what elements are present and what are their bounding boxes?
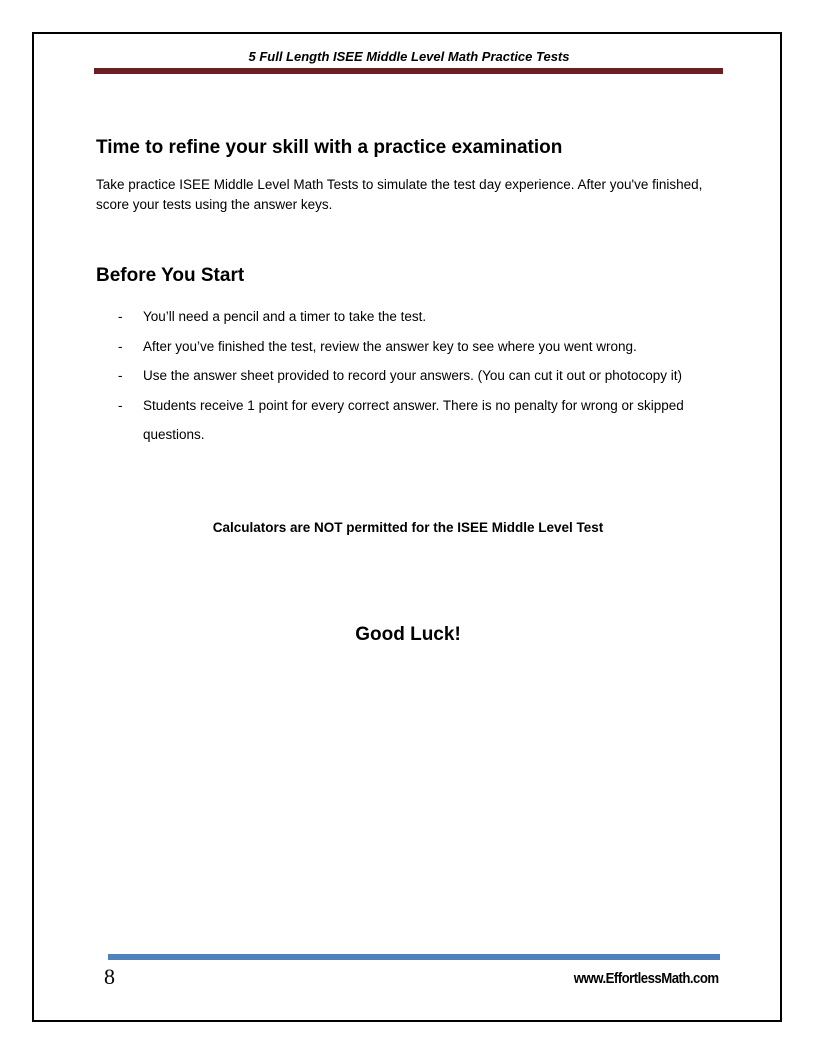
- list-item-text: Students receive 1 point for every correct answer. There is no penalty for wrong or skipped questions.: [143, 397, 684, 442]
- footer-rule: [108, 954, 720, 960]
- running-header-title: 5 Full Length ISEE Middle Level Math Practice Tests: [248, 49, 570, 64]
- website-url: www.EffortlessMath.com: [574, 970, 719, 987]
- bullet-dash: -: [118, 397, 123, 413]
- list-item: [96, 391, 726, 450]
- bullet-dash: -: [118, 338, 123, 354]
- list-item-text: Use the answer sheet provided to record your answers. (You can cut it out or photocopy it): [143, 368, 683, 383]
- list-item: [96, 332, 726, 362]
- list-item-text: You’ll need a pencil and a timer to take the test.: [143, 309, 427, 324]
- instructions-list: [96, 302, 726, 450]
- intro-heading: Time to refine your skill with a practice examination: [96, 137, 563, 158]
- intro-paragraph: Take practice ISEE Middle Level Math Tests to simulate the test day experience. After you've finished, score your tests using the answer keys.: [96, 177, 703, 212]
- calculator-note: Calculators are NOT permitted for the ISEE Middle Level Test: [212, 520, 604, 535]
- header-rule: [94, 68, 723, 74]
- list-item-text: After you’ve finished the test, review the answer key to see where you went wrong.: [143, 338, 637, 354]
- page-number: 8: [104, 964, 115, 989]
- list-item: [96, 302, 726, 332]
- bullet-dash: -: [118, 309, 123, 324]
- list-item: [96, 361, 726, 391]
- before-you-start-heading: Before You Start: [96, 265, 245, 286]
- bullet-dash: -: [118, 368, 123, 383]
- good-luck-text: Good Luck!: [355, 624, 461, 645]
